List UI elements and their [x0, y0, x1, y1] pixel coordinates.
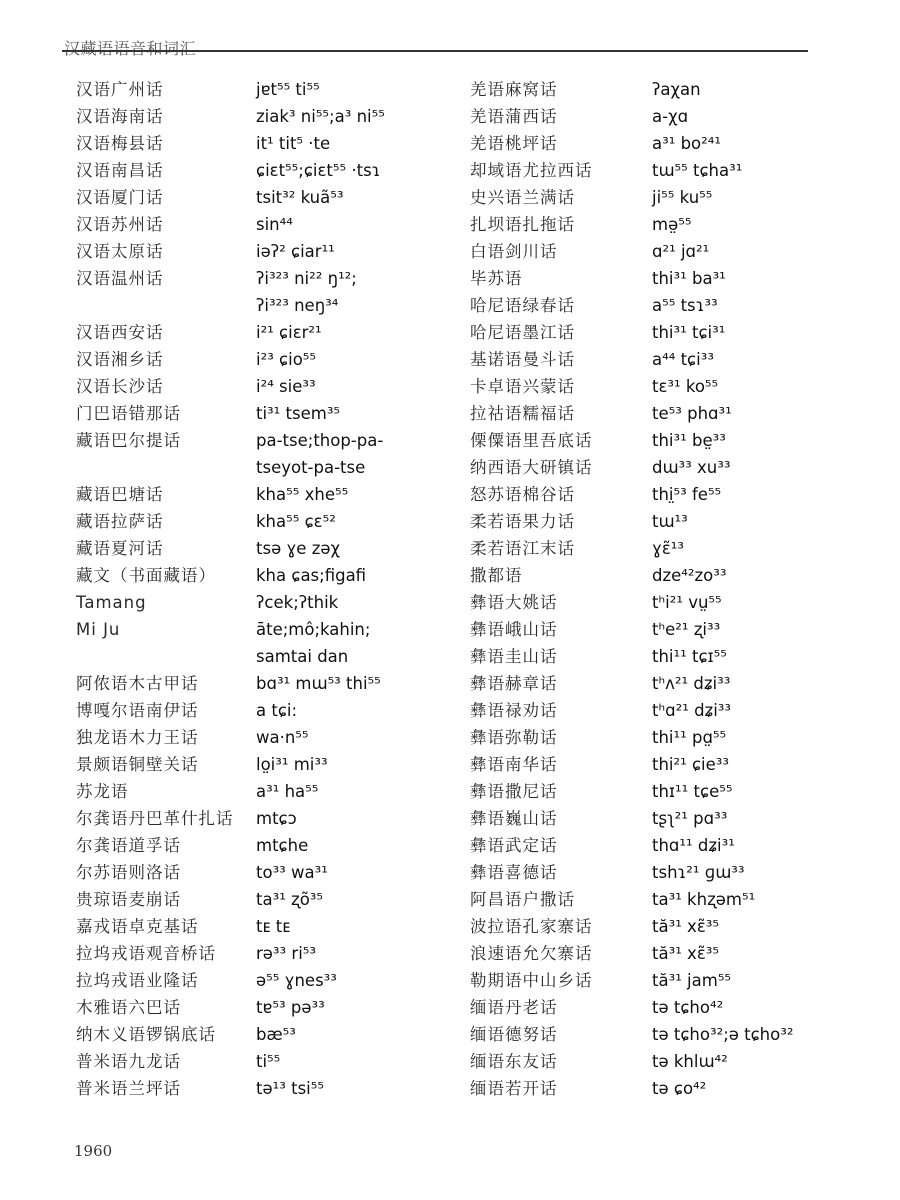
transcription: tə khlɯ⁴² — [652, 1052, 728, 1071]
transcription: tɛ³¹ ko⁵⁵ — [652, 377, 719, 396]
entry-row — [470, 859, 850, 886]
entry-row — [470, 1048, 850, 1075]
entry-row — [76, 427, 456, 454]
language-name: 纳西语大研镇话 — [470, 458, 593, 477]
transcription: samtai dan — [256, 647, 349, 666]
entry-row — [76, 157, 456, 184]
language-name: 怒苏语棉谷话 — [470, 485, 575, 504]
transcription: thi³¹ ba³¹ — [652, 269, 726, 288]
language-name: 汉语海南话 — [76, 107, 164, 126]
transcription: tsit³² kuã⁵³ — [256, 188, 344, 207]
language-name: 藏语巴尔提话 — [76, 431, 181, 450]
transcription: kha ɕas;figafi — [256, 566, 367, 585]
language-name: 缅语德努话 — [470, 1025, 558, 1044]
transcription: a⁴⁴ tɕi³³ — [652, 350, 714, 369]
language-name: 羌语蒲西话 — [470, 107, 558, 126]
entry-row — [470, 1021, 850, 1048]
language-name: 白语剑川话 — [470, 242, 558, 261]
language-name: 普米语兰坪话 — [76, 1079, 181, 1098]
language-name: 缅语丹老话 — [470, 998, 558, 1017]
language-name: 汉语太原话 — [76, 242, 164, 261]
entry-row — [470, 481, 850, 508]
transcription: tə ɕo⁴² — [652, 1079, 707, 1098]
transcription: thi²¹ ɕie³³ — [652, 755, 730, 774]
transcription: tʂʅ²¹ pɑ³³ — [652, 809, 728, 828]
entry-row — [470, 454, 850, 481]
transcription: thi¹¹ tɕɪ⁵⁵ — [652, 647, 727, 666]
entry-row — [470, 913, 850, 940]
entry-row — [470, 589, 850, 616]
running-head: 汉藏语语音和词汇 — [64, 39, 197, 58]
entry-row — [76, 346, 456, 373]
entry-row — [76, 319, 456, 346]
transcription: tă³¹ xɛ̃³⁵ — [652, 944, 719, 963]
language-name: 贵琼语麦崩话 — [76, 890, 181, 909]
transcription: kha⁵⁵ ɕɛ⁵² — [256, 512, 336, 531]
transcription: ti³¹ tsem³⁵ — [256, 404, 341, 423]
transcription: a³¹ ha⁵⁵ — [256, 782, 319, 801]
entry-row — [470, 130, 850, 157]
language-name: 羌语桃坪话 — [470, 134, 558, 153]
entry-row — [470, 805, 850, 832]
transcription: tshɿ²¹ ɡɯ³³ — [652, 863, 745, 882]
entry-row — [470, 832, 850, 859]
entry-row — [76, 913, 456, 940]
language-name: 彝语峨山话 — [470, 620, 558, 639]
language-name: 浪速语允欠寨话 — [470, 944, 593, 963]
transcription: mə̤⁵⁵ — [652, 215, 692, 234]
entry-row — [470, 157, 850, 184]
entry-row — [470, 643, 850, 670]
language-name: 史兴语兰满话 — [470, 188, 575, 207]
entry-row — [470, 292, 850, 319]
language-name: 彝语赫章话 — [470, 674, 558, 693]
language-name: 彝语圭山话 — [470, 647, 558, 666]
entry-row — [470, 373, 850, 400]
entry-row — [76, 616, 456, 643]
language-name: 博嘎尔语南伊话 — [76, 701, 199, 720]
entry-row — [76, 238, 456, 265]
transcription: i²¹ ɕiɛr²¹ — [256, 323, 322, 342]
language-name: 勒期语中山乡话 — [470, 971, 593, 990]
language-name: 彝语禄劝话 — [470, 701, 558, 720]
transcription: dze⁴²zo³³ — [652, 566, 727, 585]
transcription: thi³¹ tɕi³¹ — [652, 323, 726, 342]
entry-row — [470, 751, 850, 778]
entry-row — [470, 562, 850, 589]
page-number: 1960 — [74, 1142, 113, 1160]
transcription: jɐt⁵⁵ ti⁵⁵ — [256, 80, 320, 99]
transcription: ə⁵⁵ ɣnes³³ — [256, 971, 337, 990]
transcription: tə tɕho⁴² — [652, 998, 724, 1017]
entry-row — [76, 1075, 456, 1102]
entry-row — [76, 265, 456, 292]
transcription: tɯ⁵⁵ tɕha³¹ — [652, 161, 743, 180]
language-name: 苏龙语 — [76, 782, 129, 801]
language-name: 汉语长沙话 — [76, 377, 164, 396]
transcription: pa-tse;thop-pa- — [256, 431, 384, 450]
language-name: 拉祜语糯福话 — [470, 404, 575, 423]
entry-row — [76, 1021, 456, 1048]
transcription: bɑ³¹ mɯ⁵³ thi⁵⁵ — [256, 674, 381, 693]
transcription: dɯ³³ xu³³ — [652, 458, 731, 477]
entry-row — [76, 400, 456, 427]
transcription: thɪ¹¹ tɕe⁵⁵ — [652, 782, 733, 801]
entry-row — [470, 670, 850, 697]
language-name: 汉语梅县话 — [76, 134, 164, 153]
transcription: it¹ tit⁵ ·te — [256, 134, 331, 153]
language-name: 嘉戎语卓克基话 — [76, 917, 199, 936]
language-name: 扎坝语扎拖话 — [470, 215, 575, 234]
language-name: 却域语尤拉西话 — [470, 161, 593, 180]
language-name: 独龙语木力王话 — [76, 728, 199, 747]
entry-row — [76, 211, 456, 238]
language-name: 藏语夏河话 — [76, 539, 164, 558]
transcription: kha⁵⁵ xhe⁵⁵ — [256, 485, 349, 504]
entry-row — [470, 724, 850, 751]
transcription: tă³¹ xɛ̃³⁵ — [652, 917, 719, 936]
entry-row — [470, 994, 850, 1021]
language-name: 阿侬语木古甲话 — [76, 674, 199, 693]
entry-row — [470, 103, 850, 130]
entry-row — [470, 508, 850, 535]
entry-row — [470, 535, 850, 562]
entry-row — [470, 616, 850, 643]
language-name: 哈尼语绿春话 — [470, 296, 575, 315]
transcription: thi̤⁵³ fe⁵⁵ — [652, 485, 722, 504]
entry-row — [470, 184, 850, 211]
language-name: 柔若语江末话 — [470, 539, 575, 558]
entry-row — [470, 346, 850, 373]
entry-row — [76, 130, 456, 157]
transcription: a⁵⁵ tsɿ³³ — [652, 296, 718, 315]
transcription: thi³¹ be̤³³ — [652, 431, 726, 450]
language-name: 彝语南华话 — [470, 755, 558, 774]
transcription: tsə ɣe zəχ — [256, 539, 341, 558]
entry-row — [76, 76, 456, 103]
language-name: 彝语撒尼话 — [470, 782, 558, 801]
language-name: 尔龚语丹巴革什扎话 — [76, 809, 234, 828]
entry-row — [470, 967, 850, 994]
entry-row — [76, 535, 456, 562]
entry-row — [76, 562, 456, 589]
entry-row — [76, 508, 456, 535]
entry-row — [76, 805, 456, 832]
entry-row — [470, 76, 850, 103]
transcription: ɑ²¹ jɑ²¹ — [652, 242, 710, 261]
transcription: wa·n⁵⁵ — [256, 728, 309, 747]
transcription: thɑ¹¹ dʑi³¹ — [652, 836, 735, 855]
entry-row — [76, 292, 456, 319]
entry-row — [470, 265, 850, 292]
entry-row — [76, 859, 456, 886]
right-column — [470, 76, 850, 1102]
transcription: i²³ ɕio⁵⁵ — [256, 350, 317, 369]
transcription: ʔi³²³ neŋ³⁴ — [256, 296, 339, 315]
entry-row — [76, 1048, 456, 1075]
entry-row — [76, 778, 456, 805]
transcription: i²⁴ sie³³ — [256, 377, 316, 396]
entry-row — [76, 373, 456, 400]
language-name: 汉语广州话 — [76, 80, 164, 99]
transcription: tʰi²¹ vṳ⁵⁵ — [652, 593, 722, 612]
transcription: mtɕhe — [256, 836, 309, 855]
language-name: 波拉语孔家寨话 — [470, 917, 593, 936]
language-name: 彝语喜德话 — [470, 863, 558, 882]
transcription: tɯ¹³ — [652, 512, 688, 531]
transcription: tɐ⁵³ pə³³ — [256, 998, 325, 1017]
language-name: 藏语拉萨话 — [76, 512, 164, 531]
transcription: ti⁵⁵ — [256, 1052, 281, 1071]
language-name: 彝语大姚话 — [470, 593, 558, 612]
entry-row — [470, 1075, 850, 1102]
entry-row — [76, 832, 456, 859]
transcription: tʰʌ²¹ dʑi³³ — [652, 674, 731, 693]
entry-row — [470, 319, 850, 346]
language-name: 藏文（书面藏语） — [76, 566, 216, 585]
language-name: 毕苏语 — [470, 269, 523, 288]
entry-row — [470, 211, 850, 238]
transcription: ʔaχan — [652, 80, 701, 99]
entry-row — [470, 238, 850, 265]
transcription: te⁵³ phɑ³¹ — [652, 404, 732, 423]
transcription: tʰɑ²¹ dʑi³³ — [652, 701, 732, 720]
entry-row — [470, 886, 850, 913]
language-name: 彝语巍山话 — [470, 809, 558, 828]
transcription: thi¹¹ pɑ̤⁵⁵ — [652, 728, 727, 747]
left-column — [76, 76, 456, 1102]
entry-row — [76, 751, 456, 778]
language-name: 纳木义语锣锅底话 — [76, 1025, 216, 1044]
transcription: tʰe²¹ ʐi³³ — [652, 620, 721, 639]
language-name: 汉语厦门话 — [76, 188, 164, 207]
entry-row — [76, 886, 456, 913]
language-name: 拉坞戎语观音桥话 — [76, 944, 216, 963]
language-name: 门巴语错那话 — [76, 404, 181, 423]
language-name: 汉语西安话 — [76, 323, 164, 342]
entry-row — [76, 103, 456, 130]
language-name: 缅语东友话 — [470, 1052, 558, 1071]
entry-row — [470, 400, 850, 427]
transcription: ʔi³²³ ni²² ŋ¹²; — [256, 269, 357, 288]
transcription: tə tɕho³²;ə tɕho³² — [652, 1025, 794, 1044]
transcription: iəʔ² ɕiar¹¹ — [256, 242, 335, 261]
transcription: a³¹ bo²⁴¹ — [652, 134, 721, 153]
header-rule — [62, 50, 808, 52]
entry-row — [76, 670, 456, 697]
entry-row — [76, 967, 456, 994]
language-name: 羌语麻窝话 — [470, 80, 558, 99]
transcription: a-χɑ — [652, 107, 689, 126]
language-name: Mi Ju — [76, 620, 121, 639]
transcription: ji⁵⁵ ku⁵⁵ — [652, 188, 713, 207]
transcription: tə¹³ tsi⁵⁵ — [256, 1079, 324, 1098]
transcription: ʔcek;ʔthik — [256, 593, 339, 612]
language-name: 拉坞戎语业隆话 — [76, 971, 199, 990]
entry-row — [76, 994, 456, 1021]
entry-row — [470, 697, 850, 724]
transcription: ta³¹ khʐəm⁵¹ — [652, 890, 756, 909]
language-name: 卡卓语兴蒙话 — [470, 377, 575, 396]
transcription: mtɕɔ — [256, 809, 297, 828]
entry-row — [470, 778, 850, 805]
language-name: 汉语温州话 — [76, 269, 164, 288]
transcription: āte;mô;kahin; — [256, 620, 371, 639]
transcription: lo̤i³¹ mi³³ — [256, 755, 328, 774]
entry-row — [470, 940, 850, 967]
language-name: 汉语苏州话 — [76, 215, 164, 234]
language-name: 尔龚语道孚话 — [76, 836, 181, 855]
language-name: 尔苏语则洛话 — [76, 863, 181, 882]
entry-row — [76, 454, 456, 481]
language-name: Tamang — [76, 593, 147, 612]
language-name: 缅语若开话 — [470, 1079, 558, 1098]
language-name: 汉语湘乡话 — [76, 350, 164, 369]
language-name: 撒都语 — [470, 566, 523, 585]
entry-row — [76, 481, 456, 508]
entry-row — [470, 427, 850, 454]
transcription: ɕiɛt⁵⁵;ɕiɛt⁵⁵ ·tsɿ — [256, 161, 381, 180]
language-name: 柔若语果力话 — [470, 512, 575, 531]
entry-row — [76, 940, 456, 967]
entry-row — [76, 697, 456, 724]
language-name: 哈尼语墨江话 — [470, 323, 575, 342]
entry-row — [76, 724, 456, 751]
entry-row — [76, 589, 456, 616]
language-name: 彝语弥勒话 — [470, 728, 558, 747]
language-name: 普米语九龙话 — [76, 1052, 181, 1071]
transcription: tᴇ tᴇ — [256, 917, 291, 936]
language-name: 景颇语铜壁关话 — [76, 755, 199, 774]
language-name: 彝语武定话 — [470, 836, 558, 855]
transcription: to³³ wa³¹ — [256, 863, 328, 882]
transcription: tă³¹ jam⁵⁵ — [652, 971, 732, 990]
transcription: ɣɛ̃¹³ — [652, 539, 684, 558]
language-name: 木雅语六巴话 — [76, 998, 181, 1017]
transcription: rə³³ ri⁵³ — [256, 944, 317, 963]
language-name: 基诺语曼斗话 — [470, 350, 575, 369]
transcription: tseyot-pa-tse — [256, 458, 366, 477]
language-name: 汉语南昌话 — [76, 161, 164, 180]
transcription: sin⁴⁴ — [256, 215, 293, 234]
entry-row — [76, 643, 456, 670]
language-name: 阿昌语户撒话 — [470, 890, 575, 909]
language-name: 傈僳语里吾底话 — [470, 431, 593, 450]
transcription: ziak³ ni⁵⁵;a³ ni⁵⁵ — [256, 107, 385, 126]
language-name: 藏语巴塘话 — [76, 485, 164, 504]
entry-row — [76, 184, 456, 211]
transcription: ta³¹ ʐõ³⁵ — [256, 890, 324, 909]
transcription: bæ⁵³ — [256, 1025, 296, 1044]
transcription: a tɕi: — [256, 701, 298, 720]
